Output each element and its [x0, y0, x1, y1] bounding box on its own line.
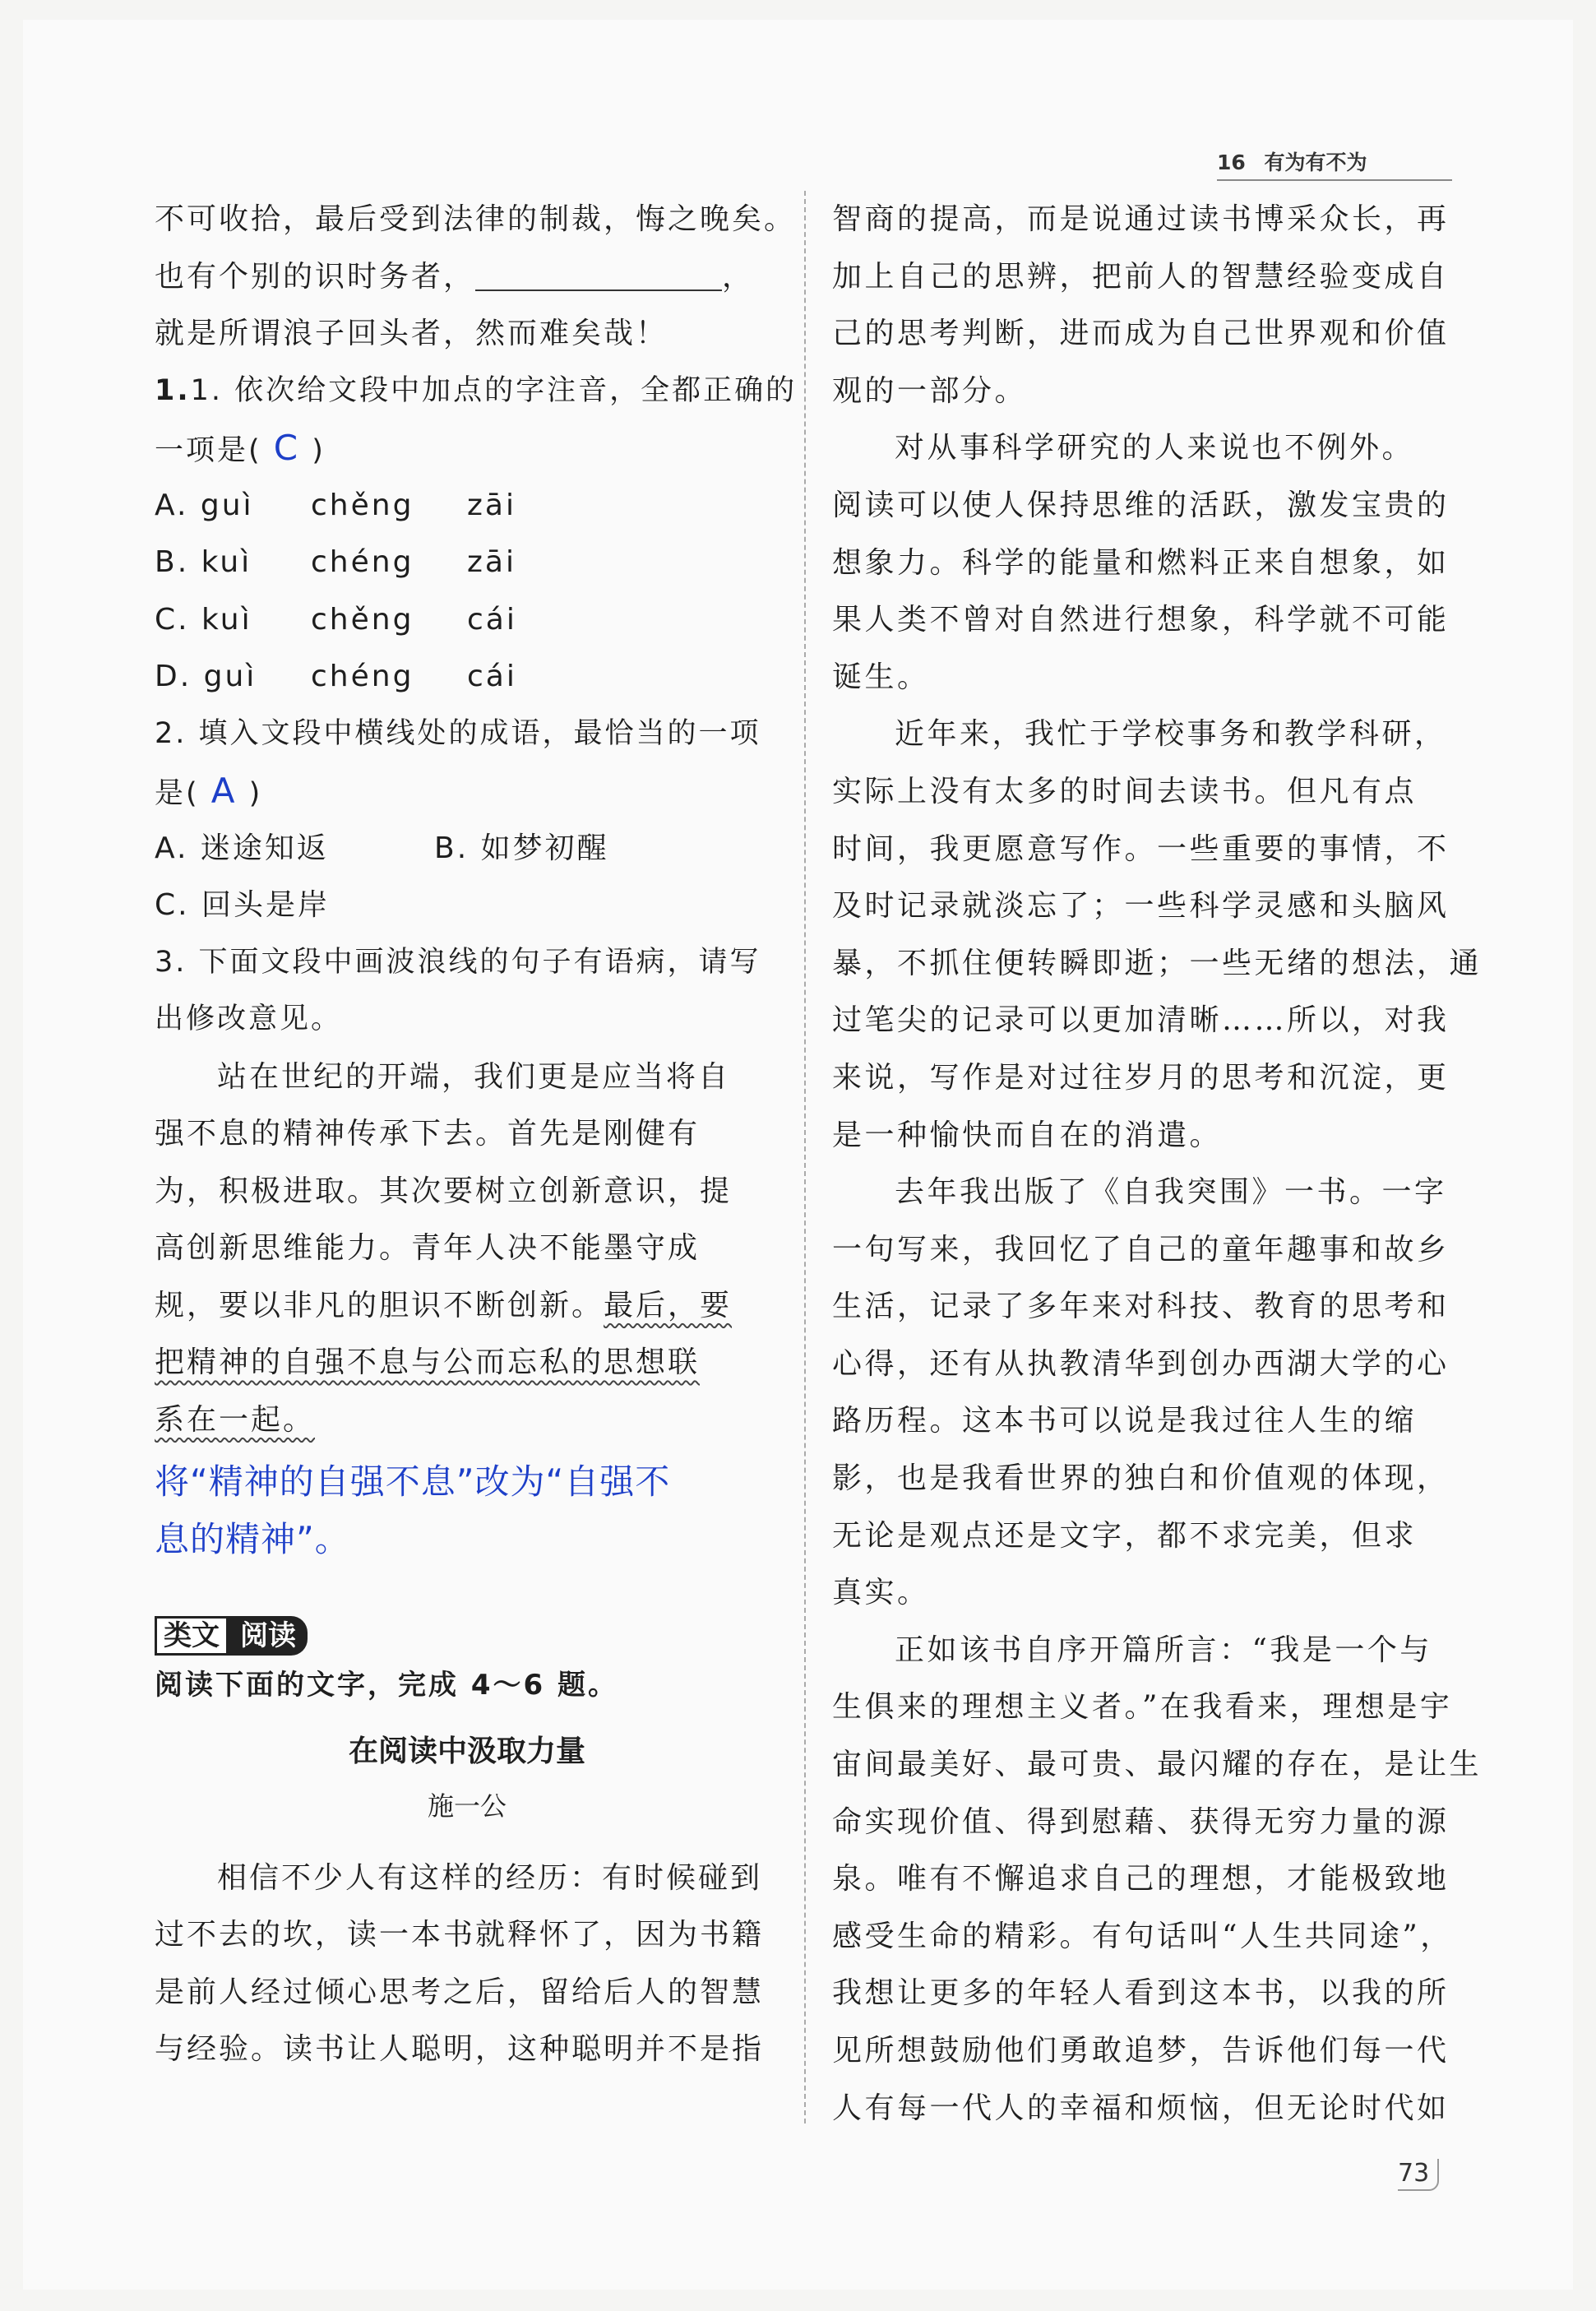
question-2: 2. 填入文段中横线处的成语，最恰当的一项 [155, 716, 761, 750]
article-line: 加上自己的思辨，把前人的智慧经验变成自 [832, 259, 1450, 294]
article-line: 对从事科学研究的人来说也不例外。 [895, 431, 1415, 465]
article-line: 影，也是我看世界的独白和价值观的体现， [832, 1461, 1450, 1496]
section-tag: 类文 阅读 [155, 1616, 308, 1656]
instruction: 阅读下面的文字，完成 4～6 题。 [155, 1669, 618, 1702]
lesson-title: 有为有不为 [1264, 151, 1367, 174]
article-author: 施一公 [427, 1790, 507, 1822]
article-line: 泉。唯有不懈追求自己的理想，才能极致地 [832, 1862, 1450, 1897]
column-divider [804, 191, 806, 2123]
option-row: A. 迷途知返 B. 如梦初醒 [155, 831, 609, 865]
page-number: 73 [1398, 2159, 1439, 2191]
article-line: 己的思考判断，进而成为自己世界观和价值 [832, 317, 1450, 351]
option-row: D. guì chéng cái [155, 660, 517, 693]
article-line: 过笔尖的记录可以更加清晰……所以，对我 [832, 1003, 1450, 1038]
wavy-sentence: 系在一起。 [155, 1402, 316, 1437]
question-1: 1.1. 依次给文段中加点的字注音，全都正确的 [155, 373, 798, 407]
article-line: 生活，记录了多年来对科技、教育的思考和 [832, 1290, 1450, 1324]
passage-line: 高创新思维能力。青年人决不能墨守成 [155, 1231, 701, 1265]
article-line: 暴，不抓住便转瞬即逝；一些无绪的想法，通 [832, 946, 1483, 980]
article-line: 时间，我更愿意写作。一些重要的事情，不 [832, 831, 1450, 866]
article-line: 过不去的坎，读一本书就释怀了，因为书籍 [155, 1918, 765, 1952]
option-row: C. kuì chěng cái [155, 602, 517, 637]
article-line: 生俱来的理想主义者。”在我看来，理想是宇 [832, 1690, 1453, 1725]
answer-2: A [210, 771, 238, 811]
article-line: 及时记录就淡忘了；一些科学灵感和头脑风 [832, 889, 1450, 924]
article-line: 真实。 [832, 1576, 930, 1610]
article-line: 与经验。读书让人聪明，这种聪明并不是指 [155, 2032, 765, 2066]
passage-line: 规，要以非凡的胆识不断创新。最后，要 [155, 1288, 733, 1322]
option-row: A. guì chěng zāi [155, 488, 516, 522]
question-3: 3. 下面文段中画波浪线的句子有语病，请写 [155, 945, 761, 979]
passage-line [155, 1392, 779, 1449]
lesson-number: 16 [1217, 151, 1246, 174]
article-line: 观的一部分。 [832, 373, 1028, 408]
intro-line: 不可收拾，最后受到法律的制裁，悔之晚矣。 [155, 202, 797, 236]
wavy-sentence: 把精神的自强不息与公而忘私的思想联 [155, 1345, 701, 1379]
article-line: 来说，写作是对过往岁月的思考和沉淀，更 [832, 1060, 1450, 1095]
article-line: 想象力。科学的能量和燃料正来自想象，如 [832, 545, 1450, 580]
passage-line: 为，积极进取。其次要树立创新意识，提 [155, 1174, 733, 1208]
article-line: 是一种愉快而自在的消遣。 [832, 1118, 1223, 1152]
wavy-sentence: 最后，要 [604, 1288, 733, 1322]
question-1-stem: 一项是( C ) [155, 428, 326, 468]
article-line: 近年来，我忙于学校事务和教学科研， [895, 717, 1447, 752]
answer-3-line: 将“精神的自强不息”改为“自强不 [155, 1461, 671, 1502]
question-2-stem: 是( A ) [155, 771, 263, 811]
article-line: 心得，还有从执教清华到创办西湖大学的心 [832, 1346, 1450, 1381]
answer-3-line: 息的精神”。 [155, 1519, 350, 1559]
article-line: 果人类不曾对自然进行想象，科学就不可能 [832, 603, 1450, 637]
article-line: 是前人经过倾心思考之后，留给后人的智慧 [155, 1975, 765, 2009]
right-column [832, 191, 1483, 2137]
option-row: B. kuì chéng zāi [155, 545, 516, 579]
question-3-stem: 出修改意见。 [155, 1003, 343, 1035]
passage-line: 强不息的精神传承下去。首先是刚健有 [155, 1117, 701, 1151]
article-line: 感受生命的精彩。有句话叫“人生共同途”， [832, 1919, 1453, 1953]
left-column [155, 191, 798, 2078]
fill-blank [475, 257, 722, 291]
answer-1: C [273, 428, 301, 468]
article-line: 实际上没有太多的时间去读书。但凡有点 [832, 774, 1418, 808]
article-line: 人有每一代人的幸福和烦恼，但无论时代如 [832, 2091, 1450, 2125]
option-row: C. 回头是岸 [155, 888, 331, 922]
article-line: 命实现价值、得到慰藉、获得无穷力量的源 [832, 1804, 1450, 1839]
article-line: 我想让更多的年轻人看到这本书，以我的所 [832, 1976, 1450, 2011]
article-line: 一句写来，我回忆了自己的童年趣事和故乡 [832, 1232, 1450, 1267]
article-line: 见所想鼓励他们勇敢追梦，告诉他们每一代 [832, 2034, 1450, 2068]
article-line: 相信不少人有这样的经历：有时候碰到 [217, 1860, 763, 1895]
passage-line: 站在世纪的开端，我们更是应当将自 [217, 1059, 731, 1094]
running-header [1217, 146, 1452, 181]
article-line: 诞生。 [832, 660, 930, 694]
intro-line: 也有个别的识时务者， ， [155, 248, 779, 306]
article-line: 无论是观点还是文字，都不求完美，但求 [832, 1518, 1418, 1553]
article-line: 路历程。这本书可以说是我过往人生的缩 [832, 1404, 1418, 1438]
article-line: 正如该书自序开篇所言：“我是一个与 [895, 1633, 1432, 1667]
article-line: 去年我出版了《自我突围》一书。一字 [895, 1175, 1447, 1210]
article-line: 智商的提高，而是说通过读书博采众长，再 [832, 202, 1450, 236]
intro-line: 就是所谓浪子回头者，然而难矣哉！ [155, 317, 668, 350]
article-line: 阅读可以使人保持思维的活跃，激发宝贵的 [832, 488, 1450, 522]
article-title: 在阅读中汲取力量 [348, 1734, 585, 1768]
article-line: 宙间最美好、最可贵、最闪耀的存在，是让生 [832, 1748, 1483, 1782]
passage-line [155, 1334, 779, 1392]
